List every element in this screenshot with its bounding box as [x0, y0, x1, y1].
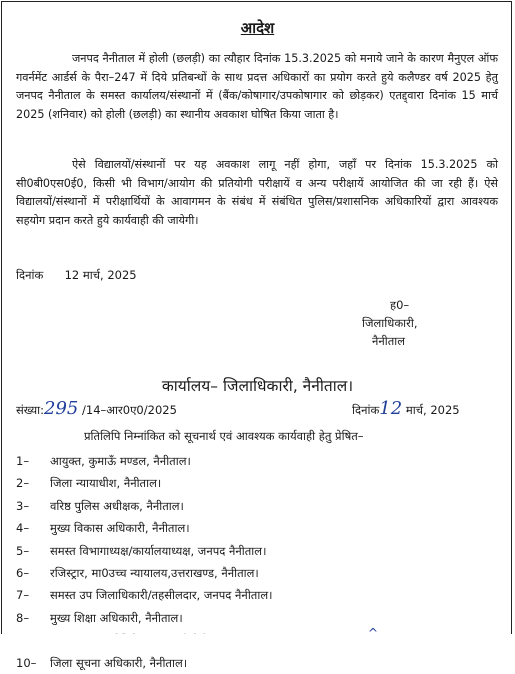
signatory-place: नैनीताल: [372, 334, 406, 348]
office-heading: कार्यालय– जिलाधिकारी, नैनीताल।: [161, 377, 354, 395]
copy-intro: प्रतिलिपि निम्नांकित को सूचनार्थ एवं आवश्यक कार्यवाही हेतु प्रेषित–: [84, 429, 364, 443]
list-item: 8– मुख्य शिक्षा अधिकारी, नैनीताल।: [16, 610, 183, 625]
endorsement-date-rest: मार्च, 2025: [405, 403, 460, 417]
date-value: 12 मार्च, 2025: [64, 268, 137, 282]
order-title: आदेश: [240, 19, 275, 37]
number-label: संख्या:: [16, 403, 45, 417]
page-cutoff: [0, 634, 515, 647]
list-item: 2– जिला न्यायाधीश, नैनीताल।: [16, 476, 162, 491]
list-item: 1– आयुक्त, कुमाऊँ मण्डल, नैनीताल।: [16, 454, 191, 468]
date-label: दिनांक: [16, 268, 44, 282]
number-rest: /14–आर0ए0/2025: [82, 403, 177, 417]
handwritten-date: 12: [379, 398, 403, 419]
endorsement-date: [352, 398, 460, 419]
order-date: [16, 268, 137, 283]
list-item: 7– समस्त उप जिलाधिकारी/तहसीलदार, जनपद नैनीताल।: [16, 588, 273, 603]
list-item: 6– रजिस्ट्रार, मा0उच्च न्यायालय,उत्तराखण्ड, नैनीताल।: [16, 565, 259, 580]
endorsement-date-label: दिनांक: [352, 403, 380, 417]
list-item: 4– मुख्य विकास अधिकारी, नैनीताल।: [16, 521, 190, 536]
list-item: 5– समस्त विभागाध्यक्ष/कार्यालयाध्यक्ष, जनपद नैनीताल।: [16, 543, 267, 558]
signature-mark: ह0–: [390, 298, 410, 312]
pen-mark: ^: [368, 626, 379, 640]
order-paragraph-2: ऐसे विद्यालयों/संस्थानों पर यह अवकाश लागू नहीं होगा, जहाँ पर दिनांक 15.3.2025 को सी0बी0एस0ई0, किसी भी विभाग/आयोग की प्रतियोगी परीक्षायें व अन्य परीक्षायें आयोजित की जा रही हैं। ऐसे विद्यालयों/संस्थानों में परीक्षार्थियों के आवागमन के संबंध में संबंधित पुलिस/प्रशासनिक अधिकारियों द्वारा आवश्यक सहयोग प्रदान करते हुये कार्यवाही की जायेगी।: [16, 158, 498, 227]
list-item: 3– वरिष्ठ पुलिस अधीक्षक, नैनीताल।: [16, 498, 184, 513]
signatory-title: जिलाधिकारी,: [362, 316, 418, 330]
letter-number: [16, 398, 177, 419]
list-item: 10– जिला सूचना अधिकारी, नैनीताल।: [16, 655, 188, 670]
order-paragraph-1: जनपद नैनीताल में होली (छलड़ी) का त्यौहार दिनांक 15.3.2025 को मनाये जाने के कारण मैनुएल ऑफ गवर्नमेंट आर्डर्स के पैरा–247 में दिये प्रतिबन्धों के साथ प्रदत्त अधिकारों का प्रयोग करते हुये कलैण्डर वर्ष 2025 हेतु जनपद नैनीताल के समस्त कार्यालय/संस्थानों में (बैंक/कोषागार/उपकोषागार को छोड़कर) एतद्द्वारा दिनांक 15 मार्च 2025 (शनिवार) को होली (छलड़ी) का स्थानीय अवकाश घोषित किया जाता है।: [16, 52, 498, 121]
handwritten-number: 295: [44, 398, 79, 419]
